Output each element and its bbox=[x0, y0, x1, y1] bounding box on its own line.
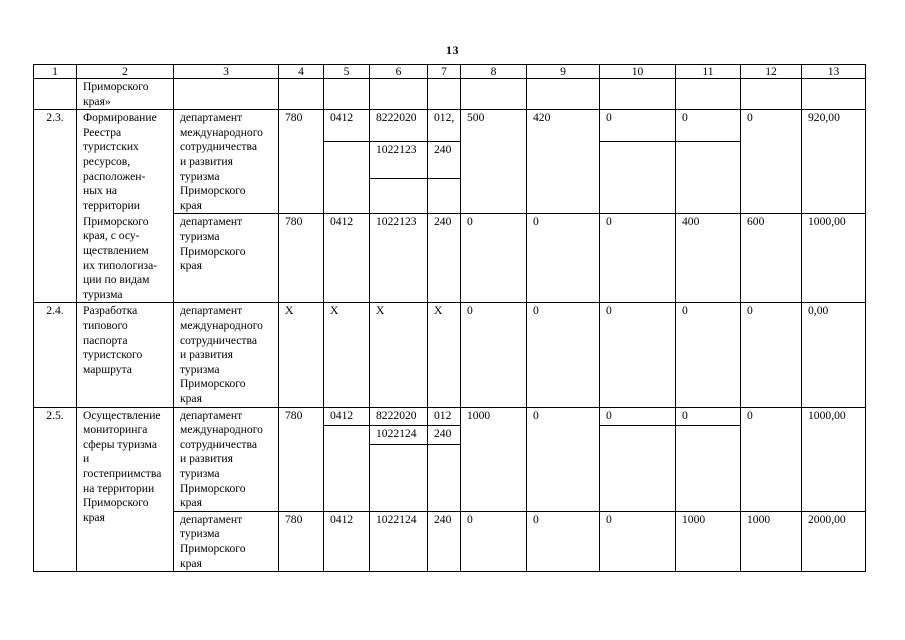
cell-5: 0412 bbox=[324, 214, 370, 303]
cell-13: 920,00 bbox=[802, 110, 866, 214]
department: департамент международного сотрудничества и развития туризма Приморского края bbox=[174, 110, 279, 214]
activity-name: Осуществление мониторинга сферы туризма и гостеприимства на территории Приморского края bbox=[77, 407, 174, 572]
cell-9: 0 bbox=[527, 407, 600, 511]
cell-9: 0 bbox=[527, 511, 600, 571]
cell-9: 420 bbox=[527, 110, 600, 214]
cell-8: 0 bbox=[461, 511, 527, 571]
cell-8: 0 bbox=[461, 303, 527, 407]
cell-12: 0 bbox=[741, 303, 802, 407]
cell-7: 240 bbox=[428, 142, 461, 179]
cell-7: X bbox=[428, 303, 461, 407]
cell-12: 1000 bbox=[741, 511, 802, 571]
activity-name-continued: Приморского края, с осу- ществлением их типологиза- ции по видам туризма bbox=[77, 214, 174, 303]
header-cell: 5 bbox=[324, 65, 370, 79]
department: департамент туризма Приморского края bbox=[174, 511, 279, 571]
cell-11: 400 bbox=[676, 214, 741, 303]
cell-4: X bbox=[279, 303, 324, 407]
header-cell: 11 bbox=[676, 65, 741, 79]
cell-11: 0 bbox=[676, 407, 741, 425]
page-number: 13 bbox=[446, 43, 459, 57]
cell-7: 240 bbox=[428, 511, 461, 571]
table-row bbox=[34, 214, 866, 303]
cell-13: 0,00 bbox=[802, 303, 866, 407]
header-cell: 6 bbox=[370, 65, 428, 79]
department: департамент международного сотрудничества и развития туризма Приморского края bbox=[174, 407, 279, 511]
cell-6: 1022123 bbox=[370, 142, 428, 179]
cell-6: X bbox=[370, 303, 428, 407]
table-row bbox=[34, 110, 866, 142]
cell-13: 1000,00 bbox=[802, 214, 866, 303]
department: департамент туризма Приморского края bbox=[174, 214, 279, 303]
table-row bbox=[34, 407, 866, 425]
cell-7: 012 bbox=[428, 407, 461, 425]
row-number: 2.3. bbox=[34, 110, 77, 303]
cell-5: 0412 bbox=[324, 110, 370, 142]
cell-11: 0 bbox=[676, 303, 741, 407]
cell-13: 2000,00 bbox=[802, 511, 866, 571]
activity-name: Разработка типового паспорта туристского маршрута bbox=[77, 303, 174, 407]
header-cell: 10 bbox=[600, 65, 676, 79]
cell-4: 780 bbox=[279, 511, 324, 571]
table-row bbox=[34, 303, 866, 407]
header-cell: 7 bbox=[428, 65, 461, 79]
cell-8: 0 bbox=[461, 214, 527, 303]
continuation-text: Приморского края» bbox=[77, 79, 174, 110]
cell-10: 0 bbox=[600, 303, 676, 407]
cell-9: 0 bbox=[527, 303, 600, 407]
header-cell: 4 bbox=[279, 65, 324, 79]
cell-7: 012, bbox=[428, 110, 461, 142]
header-cell: 12 bbox=[741, 65, 802, 79]
cell-10: 0 bbox=[600, 407, 676, 425]
cell-6: 1022124 bbox=[370, 425, 428, 444]
cell-6: 1022124 bbox=[370, 511, 428, 571]
cell-12: 0 bbox=[741, 110, 802, 214]
cell-8: 1000 bbox=[461, 407, 527, 511]
header-cell: 3 bbox=[174, 65, 279, 79]
cell-7: 240 bbox=[428, 425, 461, 444]
cell-8: 500 bbox=[461, 110, 527, 214]
header-cell: 13 bbox=[802, 65, 866, 79]
cell-12: 600 bbox=[741, 214, 802, 303]
cell-12: 0 bbox=[741, 407, 802, 511]
cell-6: 8222020 bbox=[370, 407, 428, 425]
header-cell: 8 bbox=[461, 65, 527, 79]
header-cell: 9 bbox=[527, 65, 600, 79]
cell-4: 780 bbox=[279, 407, 324, 511]
cell-13: 1000,00 bbox=[802, 407, 866, 511]
row-number: 2.4. bbox=[34, 303, 77, 407]
header-cell: 2 bbox=[77, 65, 174, 79]
cell-5: 0412 bbox=[324, 407, 370, 425]
cell-11: 1000 bbox=[676, 511, 741, 571]
cell-4: 780 bbox=[279, 214, 324, 303]
cell-6: 1022123 bbox=[370, 214, 428, 303]
cell-10: 0 bbox=[600, 214, 676, 303]
row-number: 2.5. bbox=[34, 407, 77, 572]
cell-10: 0 bbox=[600, 110, 676, 142]
budget-table bbox=[33, 64, 866, 572]
continuation-row bbox=[34, 79, 866, 110]
header-row bbox=[34, 65, 866, 79]
cell-11: 0 bbox=[676, 110, 741, 142]
cell-5: 0412 bbox=[324, 511, 370, 571]
cell-4: 780 bbox=[279, 110, 324, 214]
cell-7: 240 bbox=[428, 214, 461, 303]
activity-name: Формирование Реестра туристских ресурсов, расположен- ных на территории bbox=[77, 110, 174, 214]
cell-10: 0 bbox=[600, 511, 676, 571]
header-cell: 1 bbox=[34, 65, 77, 79]
cell-6: 8222020 bbox=[370, 110, 428, 142]
cell-5: X bbox=[324, 303, 370, 407]
cell-9: 0 bbox=[527, 214, 600, 303]
department: департамент международного сотрудничества и развития туризма Приморского края bbox=[174, 303, 279, 407]
